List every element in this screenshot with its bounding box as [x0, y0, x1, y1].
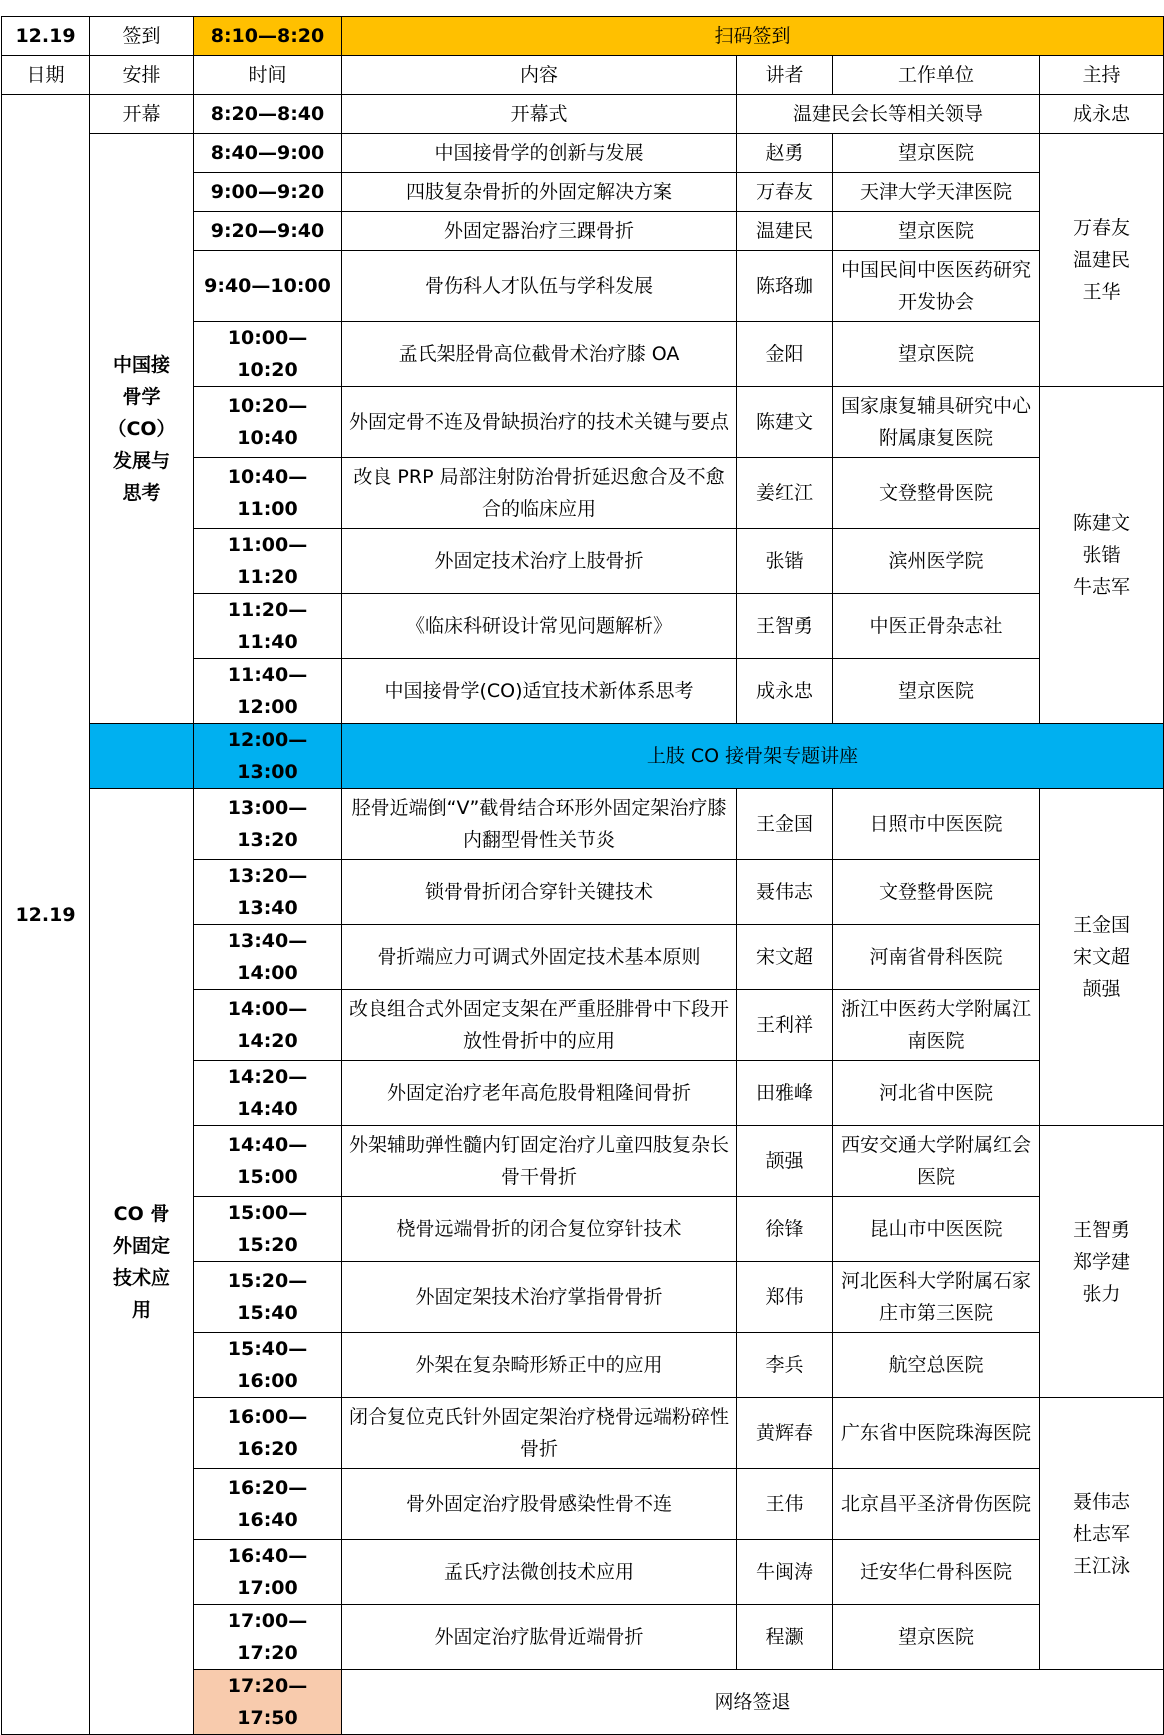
talk-title: 胫骨近端倒“V”截骨结合环形外固定架治疗膝内翻型骨性关节炎 — [342, 789, 737, 860]
talk-time: 17:00—17:20 — [194, 1605, 342, 1670]
talk-time: 15:40—16:00 — [194, 1333, 342, 1398]
table-row — [2, 789, 1164, 860]
talk-unit: 国家康复辅具研究中心附属康复医院 — [833, 387, 1040, 458]
talk-title: 外固定技术治疗上肢骨折 — [342, 529, 737, 594]
header-host: 主持 — [1040, 56, 1164, 95]
talk-title: 闭合复位克氏针外固定架治疗桡骨远端粉碎性骨折 — [342, 1398, 737, 1469]
talk-time: 13:40—14:00 — [194, 925, 342, 990]
talk-title: 四肢复杂骨折的外固定解决方案 — [342, 173, 737, 212]
host-name: 宋文超 — [1073, 946, 1131, 968]
talk-unit: 河南省骨科医院 — [833, 925, 1040, 990]
talk-unit: 中医正骨杂志社 — [833, 594, 1040, 659]
talk-speaker: 王智勇 — [737, 594, 833, 659]
talk-time: 16:00—16:20 — [194, 1398, 342, 1469]
opening-label: 开幕 — [90, 95, 194, 134]
talk-title: 骨折端应力可调式外固定技术基本原则 — [342, 925, 737, 990]
host-name: 王江泳 — [1073, 1554, 1131, 1577]
talk-title: 孟氏疗法微创技术应用 — [342, 1540, 737, 1605]
header-row — [2, 56, 1164, 95]
talk-unit: 西安交通大学附属红会医院 — [833, 1126, 1040, 1197]
talk-speaker: 颉强 — [737, 1126, 833, 1197]
talk-speaker: 郑伟 — [737, 1262, 833, 1333]
talk-unit: 航空总医院 — [833, 1333, 1040, 1398]
opening-guests: 温建民会长等相关领导 — [737, 95, 1040, 134]
schedule-table — [1, 16, 1164, 1735]
talk-speaker: 张锴 — [737, 529, 833, 594]
session2-title — [90, 789, 194, 1735]
talk-speaker: 赵勇 — [737, 134, 833, 173]
talk-title: 外固定治疗肱骨近端骨折 — [342, 1605, 737, 1670]
talk-unit: 滨州医学院 — [833, 529, 1040, 594]
talk-title: 锁骨骨折闭合穿针关键技术 — [342, 860, 737, 925]
host-name: 王智勇 — [1073, 1218, 1131, 1241]
talk-time: 9:00—9:20 — [194, 173, 342, 212]
talk-time: 15:00—15:20 — [194, 1197, 342, 1262]
talk-speaker: 李兵 — [737, 1333, 833, 1398]
lunch-content: 上肢 CO 接骨架专题讲座 — [342, 724, 1164, 789]
opening-row — [2, 95, 1164, 134]
host-name: 聂伟志 — [1073, 1490, 1131, 1513]
talk-unit: 昆山市中医医院 — [833, 1197, 1040, 1262]
checkin-label: 签到 — [90, 17, 194, 56]
header-unit: 工作单位 — [833, 56, 1040, 95]
host-name: 温建民 — [1073, 249, 1131, 271]
talk-speaker: 黄辉春 — [737, 1398, 833, 1469]
talk-title: 骨外固定治疗股骨感染性骨不连 — [342, 1469, 737, 1540]
talk-title: 孟氏架胫骨高位截骨术治疗膝 OA — [342, 322, 737, 387]
talk-time: 16:20—16:40 — [194, 1469, 342, 1540]
talk-time: 9:20—9:40 — [194, 212, 342, 251]
talk-unit: 北京昌平圣济骨伤医院 — [833, 1469, 1040, 1540]
checkin-row — [2, 17, 1164, 56]
talk-unit: 望京医院 — [833, 659, 1040, 724]
session1-title-line: （CO） — [107, 417, 176, 440]
host-cell — [1040, 789, 1164, 1126]
talk-title: 外架在复杂畸形矫正中的应用 — [342, 1333, 737, 1398]
talk-time: 16:40—17:00 — [194, 1540, 342, 1605]
checkout-content: 网络签退 — [342, 1670, 1164, 1735]
talk-title: 改良 PRP 局部注射防治骨折延迟愈合及不愈合的临床应用 — [342, 458, 737, 529]
talk-time: 14:00—14:20 — [194, 990, 342, 1061]
talk-time: 10:20—10:40 — [194, 387, 342, 458]
talk-title: 外固定治疗老年高危股骨粗隆间骨折 — [342, 1061, 737, 1126]
talk-speaker: 万春友 — [737, 173, 833, 212]
talk-title: 骨伤科人才队伍与学科发展 — [342, 251, 737, 322]
talk-speaker: 成永忠 — [737, 659, 833, 724]
talk-time: 13:20—13:40 — [194, 860, 342, 925]
talk-speaker: 徐锋 — [737, 1197, 833, 1262]
talk-time: 14:40—15:00 — [194, 1126, 342, 1197]
host-cell — [1040, 387, 1164, 724]
talk-speaker: 姜红江 — [737, 458, 833, 529]
checkin-content: 扫码签到 — [342, 17, 1164, 56]
talk-unit: 中国民间中医医药研究开发协会 — [833, 251, 1040, 322]
talk-time: 10:40—11:00 — [194, 458, 342, 529]
session2-title-line: 用 — [131, 1298, 151, 1321]
host-cell — [1040, 134, 1164, 387]
host-name: 陈建文 — [1073, 512, 1131, 534]
host-name: 张锴 — [1082, 544, 1121, 566]
day-cell: 12.19 — [2, 95, 90, 1735]
lunch-time: 12:00—13:00 — [194, 724, 342, 789]
lunch-row — [2, 724, 1164, 789]
header-time: 时间 — [194, 56, 342, 95]
host-name: 郑学建 — [1073, 1250, 1131, 1273]
talk-title: 改良组合式外固定支架在严重胫腓骨中下段开放性骨折中的应用 — [342, 990, 737, 1061]
talk-title: 中国接骨学的创新与发展 — [342, 134, 737, 173]
header-speaker: 讲者 — [737, 56, 833, 95]
talk-title: 外固定骨不连及骨缺损治疗的技术关键与要点 — [342, 387, 737, 458]
talk-time: 8:40—9:00 — [194, 134, 342, 173]
talk-time: 15:20—15:40 — [194, 1262, 342, 1333]
talk-title: 外架辅助弹性髓内钉固定治疗儿童四肢复杂长骨干骨折 — [342, 1126, 737, 1197]
session1-title — [90, 134, 194, 724]
opening-time: 8:20—8:40 — [194, 95, 342, 134]
talk-time: 9:40—10:00 — [194, 251, 342, 322]
talk-speaker: 王利祥 — [737, 990, 833, 1061]
talk-time: 10:00—10:20 — [194, 322, 342, 387]
header-date: 日期 — [2, 56, 90, 95]
table-row — [2, 134, 1164, 173]
talk-speaker: 金阳 — [737, 322, 833, 387]
talk-unit: 望京医院 — [833, 212, 1040, 251]
talk-speaker: 陈珞珈 — [737, 251, 833, 322]
talk-time: 13:00—13:20 — [194, 789, 342, 860]
opening-content: 开幕式 — [342, 95, 737, 134]
talk-unit: 河北医科大学附属石家庄市第三医院 — [833, 1262, 1040, 1333]
session1-title-line: 思考 — [122, 481, 161, 504]
session2-title-line: 技术应 — [112, 1266, 170, 1289]
checkin-time: 8:10—8:20 — [194, 17, 342, 56]
talk-unit: 文登整骨医院 — [833, 860, 1040, 925]
host-name: 颉强 — [1082, 978, 1121, 1000]
host-name: 万春友 — [1073, 217, 1131, 239]
talk-speaker: 温建民 — [737, 212, 833, 251]
host-name: 王华 — [1082, 281, 1121, 303]
host-cell — [1040, 1126, 1164, 1398]
host-cell — [1040, 1398, 1164, 1670]
talk-time: 11:40—12:00 — [194, 659, 342, 724]
talk-unit: 望京医院 — [833, 1605, 1040, 1670]
talk-speaker: 王金国 — [737, 789, 833, 860]
session2-title-line: CO 骨 — [113, 1202, 170, 1225]
session1-title-line: 中国接 — [112, 353, 170, 376]
host-name: 王金国 — [1073, 914, 1131, 936]
talk-title: 《临床科研设计常见问题解析》 — [342, 594, 737, 659]
host-name: 张力 — [1082, 1282, 1121, 1305]
session1-title-line: 发展与 — [112, 449, 170, 472]
header-arrange: 安排 — [90, 56, 194, 95]
talk-speaker: 陈建文 — [737, 387, 833, 458]
talk-time: 14:20—14:40 — [194, 1061, 342, 1126]
talk-unit: 河北省中医院 — [833, 1061, 1040, 1126]
talk-unit: 天津大学天津医院 — [833, 173, 1040, 212]
talk-unit: 望京医院 — [833, 134, 1040, 173]
talk-title: 外固定架技术治疗掌指骨骨折 — [342, 1262, 737, 1333]
session1-title-line: 骨学 — [122, 385, 161, 408]
checkout-time: 17:20—17:50 — [194, 1670, 342, 1735]
talk-unit: 迁安华仁骨科医院 — [833, 1540, 1040, 1605]
lunch-arrange — [90, 724, 194, 789]
host-name: 牛志军 — [1073, 576, 1131, 598]
talk-title: 桡骨远端骨折的闭合复位穿针技术 — [342, 1197, 737, 1262]
talk-speaker: 宋文超 — [737, 925, 833, 990]
opening-host: 成永忠 — [1040, 95, 1164, 134]
talk-unit: 浙江中医药大学附属江南医院 — [833, 990, 1040, 1061]
talk-speaker: 程灏 — [737, 1605, 833, 1670]
session2-title-line: 外固定 — [112, 1234, 170, 1257]
talk-unit: 广东省中医院珠海医院 — [833, 1398, 1040, 1469]
checkin-date: 12.19 — [2, 17, 90, 56]
talk-title: 中国接骨学(CO)适宜技术新体系思考 — [342, 659, 737, 724]
talk-speaker: 牛闽涛 — [737, 1540, 833, 1605]
talk-unit: 文登整骨医院 — [833, 458, 1040, 529]
header-content: 内容 — [342, 56, 737, 95]
talk-speaker: 田雅峰 — [737, 1061, 833, 1126]
talk-speaker: 聂伟志 — [737, 860, 833, 925]
talk-unit: 望京医院 — [833, 322, 1040, 387]
talk-time: 11:20—11:40 — [194, 594, 342, 659]
talk-title: 外固定器治疗三踝骨折 — [342, 212, 737, 251]
talk-speaker: 王伟 — [737, 1469, 833, 1540]
talk-time: 11:00—11:20 — [194, 529, 342, 594]
talk-unit: 日照市中医医院 — [833, 789, 1040, 860]
host-name: 杜志军 — [1073, 1522, 1131, 1545]
